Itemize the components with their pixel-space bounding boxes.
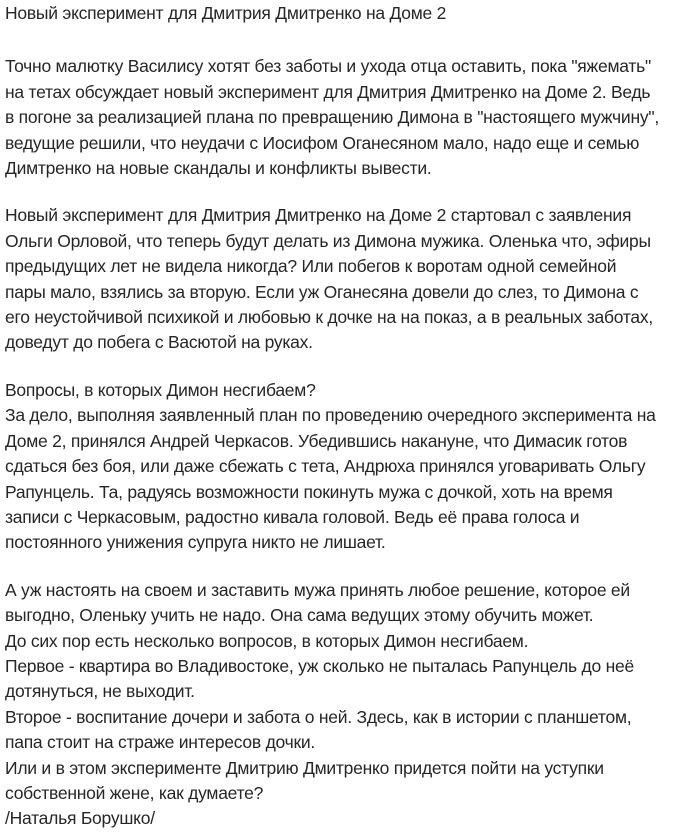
text-line: пары мало, взялись за вторую. Если уж Оганесяна довели до слез, то Димона с [5,281,639,302]
paragraph-2 [5,203,694,355]
text-line: собственной жене, как думаете? [5,782,264,803]
text-line: предыдущих лет не видела никогда? Или побегов к воротам одной семейной [5,256,617,277]
paragraph-4 [5,578,694,832]
text-line: А уж настоять на своем и заставить мужа принять любое решение, которое ей [5,579,630,600]
text-line: сдаться без боя, или даже сбежать с тета, Андрюха принялся уговаривать Ольгу [5,456,646,477]
text-line: Первое - квартира во Владивостоке, уж сколько не пыталась Рапунцель до неё [5,655,634,676]
text-line: Или и в этом эксперименте Дмитрию Дмитренко придется пойти на уступки [5,757,604,778]
text-line: выгодно, Оленьку учить не надо. Она сама ведущих этому обучить может. [5,605,594,626]
text-line: записи с Черкасовым, радостно кивала головой. Ведь её права голоса и [5,506,580,527]
text-line: Второе - воспитание дочери и забота о ней. Здесь, как в истории с планшетом, [5,706,632,727]
paragraph-1 [5,54,694,181]
text-line: Доме 2, принялся Андрей Черкасов. Убедившись накануне, что Димасик готов [5,430,628,451]
text-line: Рапунцель. Та, радуясь возможности покинуть мужа с дочкой, хоть на время [5,481,613,502]
text-line: постоянного унижения супруга никто не лишает. [5,532,386,553]
text-line: Ольги Орловой, что теперь будут делать из Димона мужика. Оленька что, эфиры [5,230,651,251]
text-line: его неустойчивой психикой и любовью к дочке на на показ, а в реальных заботах, [5,307,654,328]
paragraph-3 [5,378,694,556]
text-line: Димтренко на новые скандалы и конфликты вывести. [5,158,432,179]
text-line: папа стоит на страже интересов дочки. [5,732,316,753]
text-line: Новый эксперимент для Дмитрия Дмитренко на Доме 2 стартовал с заявления [5,205,632,226]
author-line: /Наталья Борушко/ [5,808,155,829]
text-line: До сих пор есть несколько вопросов, в которых Димон несгибаем. [5,630,529,651]
text-line: дотянуться, не выходит. [5,681,195,702]
subheading-line: Вопросы, в которых Димон несгибаем? [5,379,316,400]
text-line: За дело, выполняя заявленный план по проведению очередного эксперимента на [5,405,656,426]
text-line: в погоне за реализацией плана по превращению Димона в "настоящего мужчину", [5,107,659,128]
text-line: Точно малютку Василису хотят без заботы и ухода отца оставить, пока "яжемать" [5,56,651,77]
text-line: ведущие решили, что неудачи с Иосифом Оганесяном мало, надо еще и семью [5,132,640,153]
text-line: на тетах обсуждает новый эксперимент для Дмитрия Дмитренко на Доме 2. Ведь [5,81,651,102]
text-line: доведут до побега с Васютой на руках. [5,332,313,353]
article-title: Новый эксперимент для Дмитрия Дмитренко на Доме 2 [5,3,447,23]
